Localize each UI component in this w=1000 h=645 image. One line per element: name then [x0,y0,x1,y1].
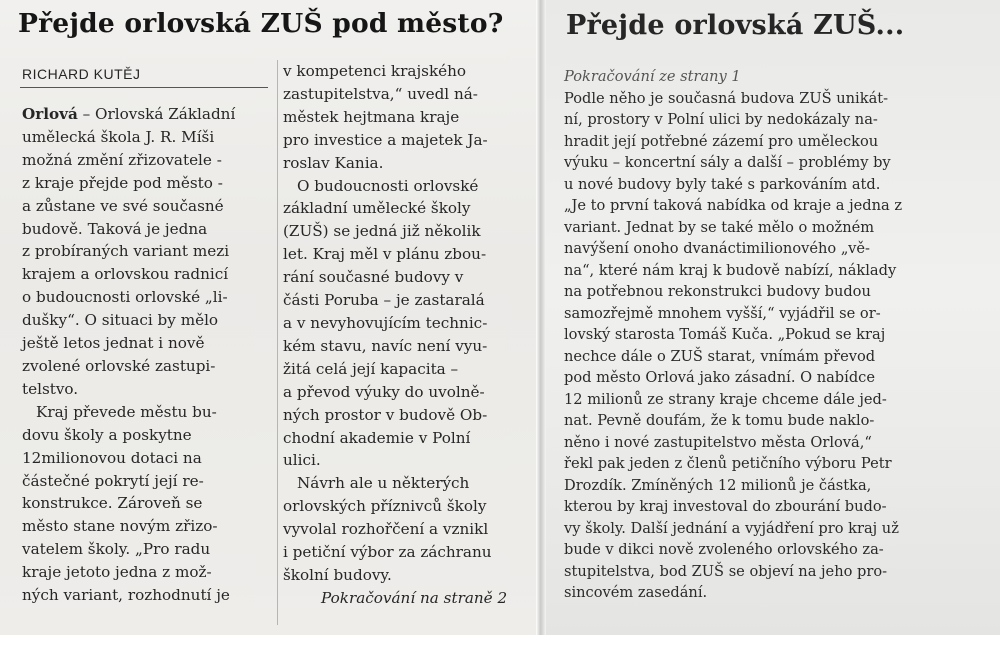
continued-from-note: Pokračování ze strany 1 [564,68,741,85]
continuation-column [564,66,996,604]
column-line: a v nevyhovujícím technic- [283,313,488,332]
column-line: dušky“. O situaci by mělo [22,311,219,330]
column-line: z kraje přejde pod město - [22,173,223,192]
column-line: chodní akademie v Polní [283,428,471,447]
column-line: umělecká škola J. R. Míši [22,127,215,146]
column-line: a převod výuky do uvolně- [283,382,485,401]
column-line: vy školy. Další jednání a vyjádření pro kraj už [564,519,899,537]
column-line: „Je to první taková nabídka od kraje a jedna z [564,197,903,214]
column-line: řekl pak jeden z členů petičního výboru Petr [564,455,892,472]
column-line: zastupitelstva,“ uvedl ná- [283,84,478,103]
column-line: 12milionovou dotaci na [22,448,202,467]
column-line: budově. Taková je jedna [22,219,208,238]
column-line: a zůstane ve své současné [22,196,224,215]
column-line: kém stavu, navíc není vyu- [283,336,488,355]
bottom-margin [0,635,1000,645]
column-line: 12 milionů ze strany kraje chceme dále jed- [564,390,887,408]
column-line: Drozdík. Zmíněných 12 milionů je částka, [564,476,872,494]
column-divider [277,60,278,625]
column-line: let. Kraj měl v plánu zbou- [283,245,487,264]
column-line: ných prostor v budově Ob- [283,405,488,424]
column-line: stupitelstva, bod ZUŠ se objeví na jeho pro- [564,562,888,580]
column-line: pro investice a majetek Ja- [283,130,488,149]
column-line: konstrukce. Zároveň se [22,494,203,513]
column-line: hradit její potřebné zázemí pro uměleckou [564,132,879,150]
column-line: Návrh ale u některých [297,474,470,493]
column-line: částečné pokrytí její re- [22,471,204,490]
column-line: z probíraných variant mezi [22,242,230,261]
column-line: možná změní zřizovatele - [22,150,222,169]
column-line: vatelem školy. „Pro radu [22,540,211,559]
column-line: i petiční výbor za záchranu [283,543,492,562]
left-headline: Přejde orlovská ZUŠ pod město? [18,8,504,39]
right-headline: Přejde orlovská ZUŠ... [566,10,905,41]
article-column-1 [22,103,272,607]
byline-rule [20,87,268,88]
column-line: kterou by kraj investoval do zbourání budo- [564,498,887,515]
column-line: nat. Pevně doufám, že k tomu bude naklo- [564,412,875,429]
column-line: dovu školy a poskytne [22,425,192,444]
continued-note: Pokračování na straně 2 [321,588,508,607]
column-line: krajem a orlovskou radnicí [22,265,229,284]
column-line: ulici. [283,451,321,470]
column-line: město stane novým zřizo- [22,517,218,536]
column-line: výuku – koncertní sály a další – problémy by [564,154,891,171]
column-line: základní umělecké školy [283,199,471,218]
column-line: ní, prostory v Polní ulici by nedokázaly na- [564,111,878,128]
column-line: sincovém zasedání. [564,584,708,601]
column-line: pod město Orlová jako zásadní. O nabídce [564,369,875,386]
column-line: na“, které nám kraj k budově nabízí, náklady [564,261,897,279]
column-line: orlovských příznivců školy [283,497,487,516]
column-line: části Poruba – je zastaralá [283,291,485,310]
column-line: telstvo. [22,379,79,398]
column-line: o budoucnosti orlovské „li- [22,288,228,307]
dateline: Orlová [22,105,78,123]
byline: RICHARD KUTĚJ [22,66,141,82]
column-line: lovský starosta Tomáš Kuča. „Pokud se kraj [564,326,886,343]
page-fold [536,0,546,645]
column-line: žitá celá její kapacita – [283,359,459,378]
column-line: ještě letos jednat i nově [22,334,205,353]
column-line: roslav Kania. [283,153,384,172]
column-line: navýšení onoho dvanáctimilionového „vě- [564,240,870,257]
column-line: na potřebnou rekonstrukci budovy budou [564,283,871,300]
article-first-line [22,103,272,126]
column-line: nechce dále o ZUŠ starat, vnímám převod [564,347,876,365]
column-line: (ZUŠ) se jedná již několik [283,222,481,241]
first-line-text: – Orlovská Základní [77,105,236,123]
column-line: O budoucnosti orlovské [297,176,479,195]
column-line: variant. Jednat by se také mělo o možném [564,218,875,236]
column-line: školní budovy. [283,565,392,584]
column-line: zvolené orlovské zastupi- [22,356,216,375]
column-line: ných variant, rozhodnutí je [22,586,230,605]
column-line: u nové budovy byly také s parkováním atd. [564,175,881,193]
column-line: vyvolal rozhořčení a vznikl [283,520,489,539]
column-line: bude v dikci nově zvoleného orlovského za- [564,541,884,558]
column-line: v kompetenci krajského [283,62,467,80]
article-column-2 [283,60,533,610]
column-line: něno i nové zastupitelstvo města Orlová,“ [564,433,872,451]
column-line: městek hejtmana kraje [283,107,460,126]
column-line: samozřejmě mnohem vyšší,“ vyjádřil se or- [564,304,881,322]
column-line: rání současné budovy v [283,268,464,287]
column-line: kraje jetoto jedna z mož- [22,563,212,582]
column-line: Kraj převede městu bu- [36,402,217,421]
right-clipping [542,0,1000,645]
column-line: Podle něho je současná budova ZUŠ unikát- [564,89,889,107]
